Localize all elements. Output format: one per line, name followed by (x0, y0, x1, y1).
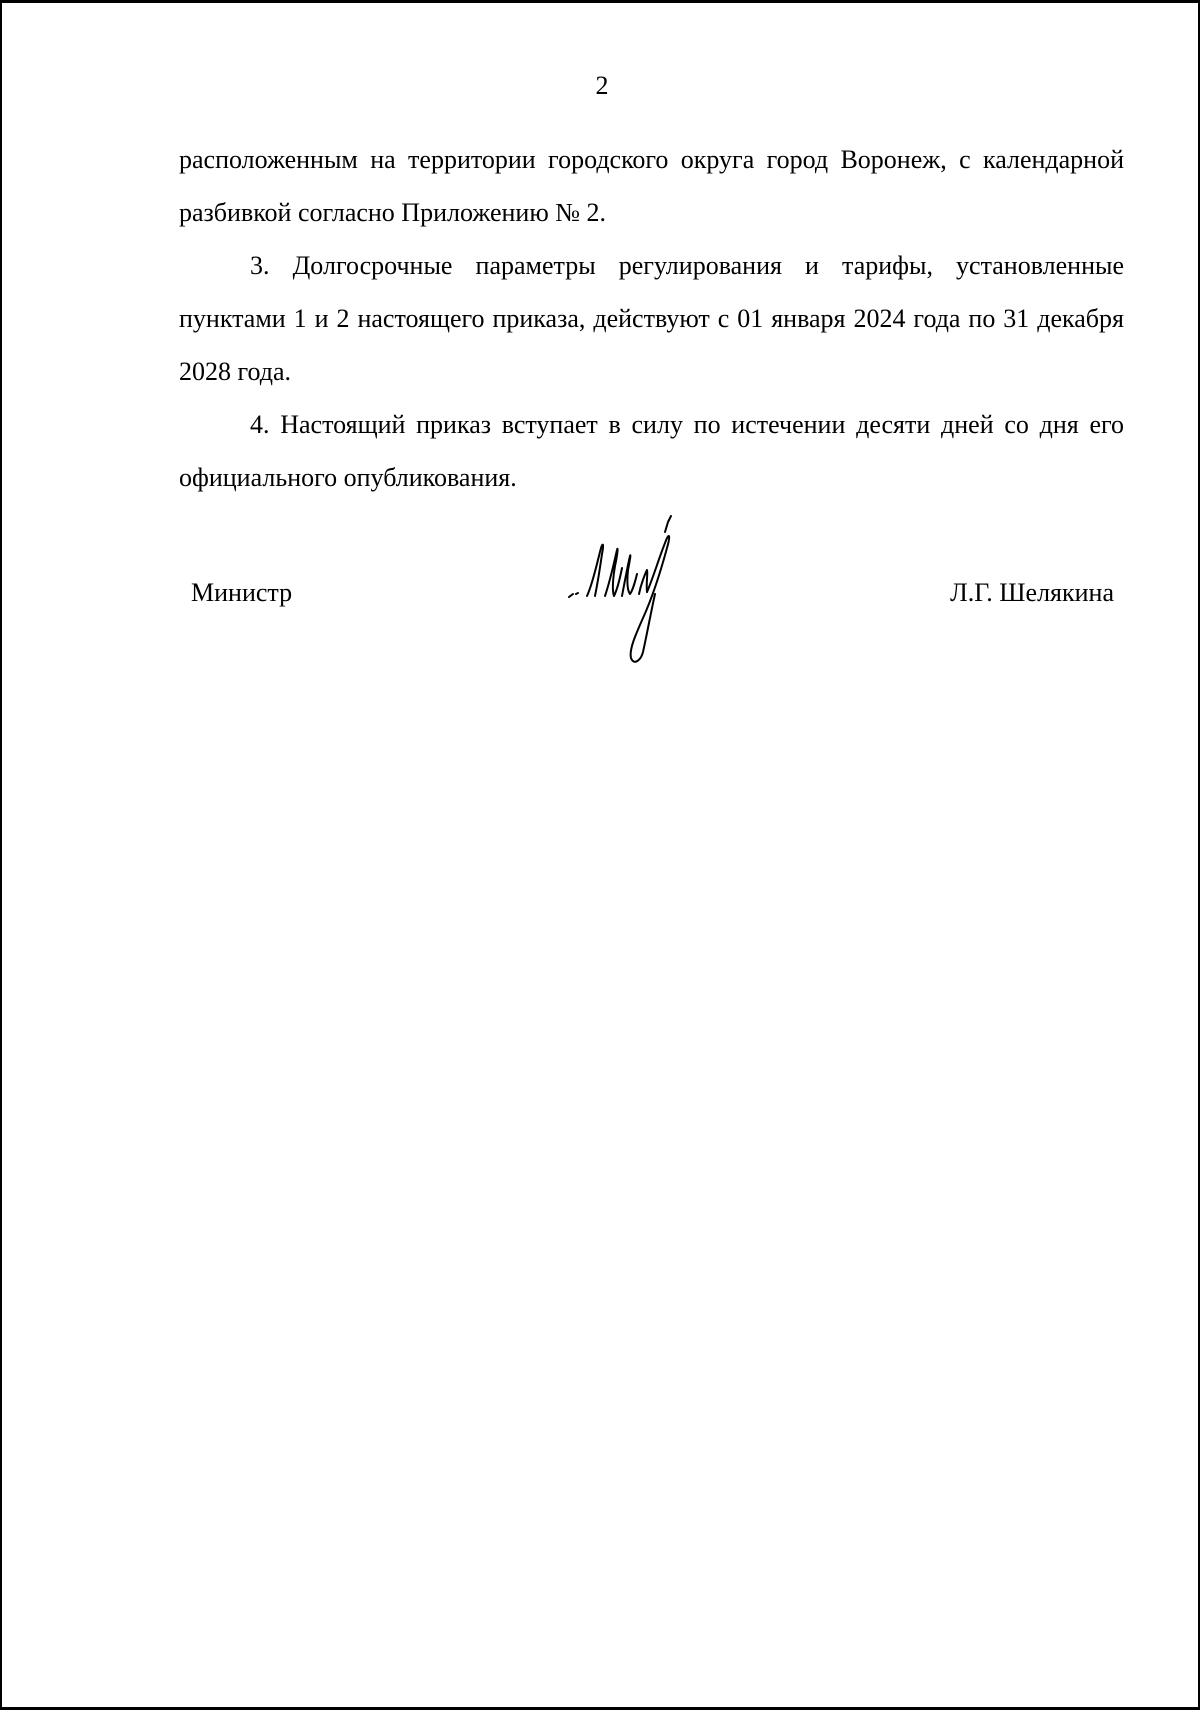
paragraph-continuation: расположенным на территории городского округа город Воронеж, с календарной разбивкой согласно Приложению № 2. (179, 145, 1124, 227)
signer-position: Министр (191, 578, 293, 607)
page-number: 2 (595, 71, 609, 100)
signer-name: Л.Г. Шелякина (950, 578, 1114, 607)
document-body (179, 133, 1124, 504)
paragraph-item-4: 4. Настоящий приказ вступает в силу по истечении десяти дней со дня его официального опубликования. (179, 410, 1124, 492)
handwritten-signature (567, 508, 697, 668)
paragraph-item-3: 3. Долгосрочные параметры регулирования и тарифы, установленные пунктами 1 и 2 настоящего приказа, действуют с 01 января 2024 года по 31 декабря 2028 года. (179, 251, 1124, 386)
